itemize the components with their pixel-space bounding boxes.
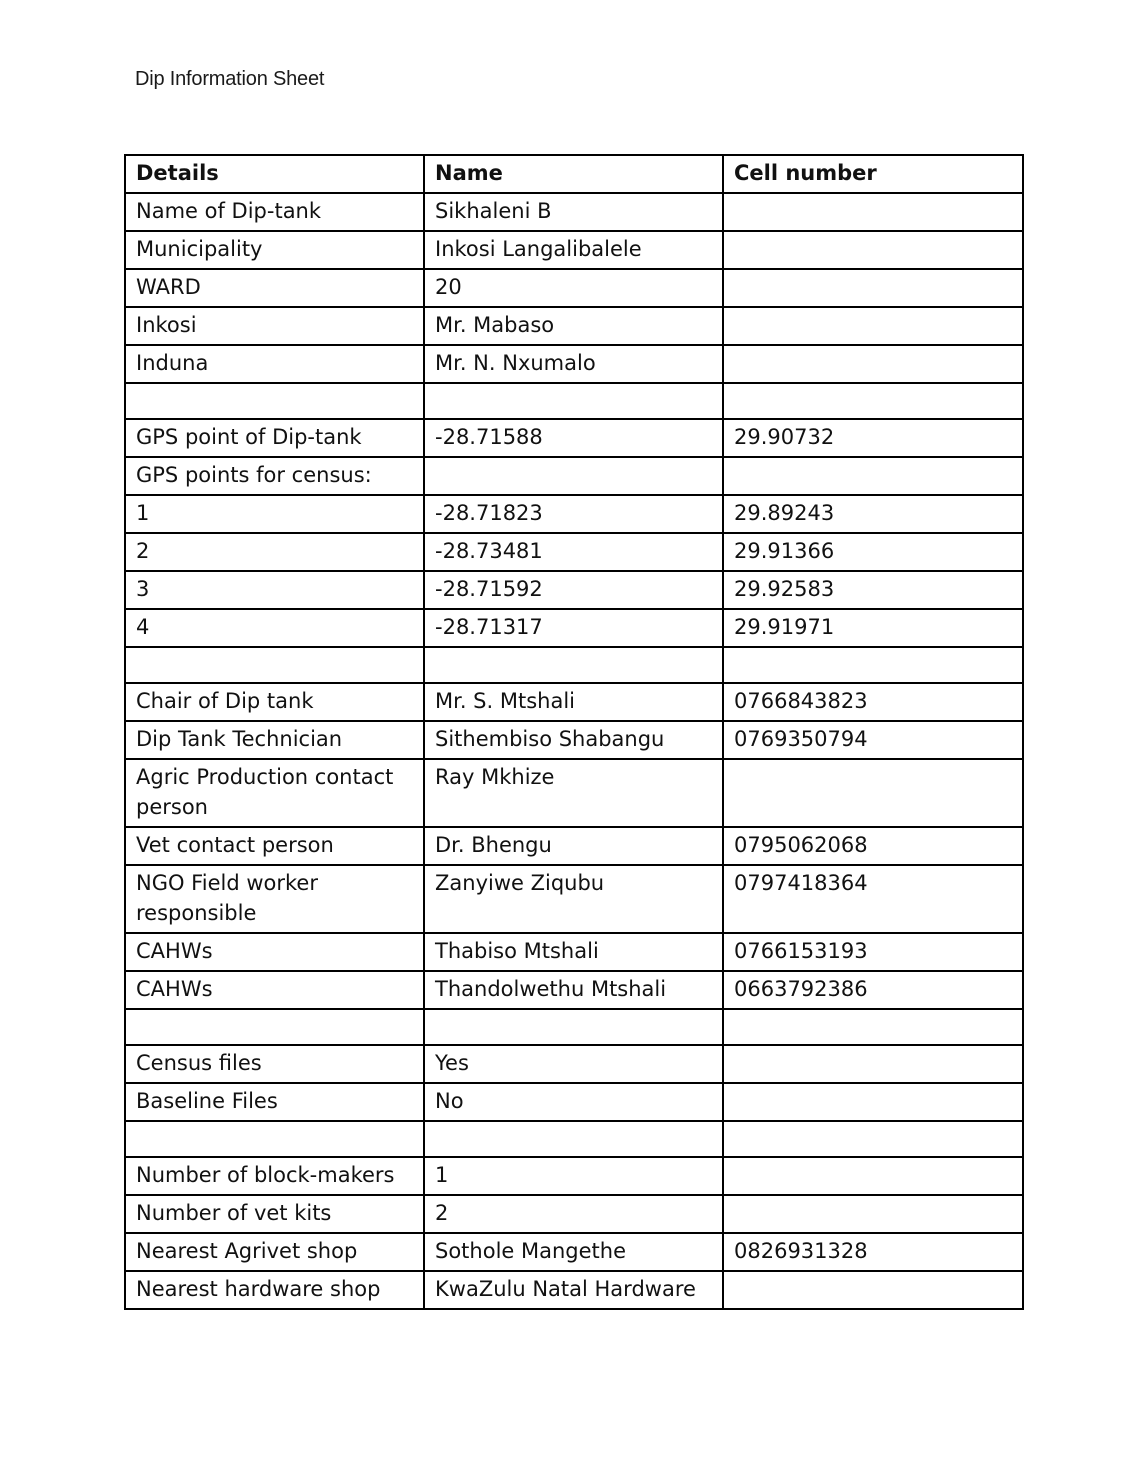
details-cell: 4 <box>125 609 424 647</box>
cell-number-cell <box>723 383 1023 419</box>
details-cell: Nearest hardware shop <box>125 1271 424 1309</box>
details-cell: NGO Field worker responsible <box>125 865 424 933</box>
table-header <box>125 155 1023 193</box>
table-row <box>125 1157 1023 1195</box>
name-cell: -28.71317 <box>424 609 723 647</box>
name-cell <box>424 457 723 495</box>
cell-number-cell <box>723 1271 1023 1309</box>
name-cell: Thandolwethu Mtshali <box>424 971 723 1009</box>
details-cell <box>125 383 424 419</box>
table-row <box>125 419 1023 457</box>
name-cell <box>424 383 723 419</box>
cell-number-cell: 0769350794 <box>723 721 1023 759</box>
table-row <box>125 1195 1023 1233</box>
name-cell: Sithembiso Shabangu <box>424 721 723 759</box>
details-cell: Census files <box>125 1045 424 1083</box>
table-row <box>125 865 1023 933</box>
details-cell <box>125 647 424 683</box>
name-cell: -28.73481 <box>424 533 723 571</box>
empty-spacer-row <box>125 383 1023 419</box>
name-cell: No <box>424 1083 723 1121</box>
details-cell: Municipality <box>125 231 424 269</box>
table-row <box>125 609 1023 647</box>
table-row <box>125 307 1023 345</box>
details-cell <box>125 1121 424 1157</box>
cell-number-cell <box>723 231 1023 269</box>
name-cell: Ray Mkhize <box>424 759 723 827</box>
name-cell <box>424 1009 723 1045</box>
details-cell: Baseline Files <box>125 1083 424 1121</box>
cell-number-cell: 0826931328 <box>723 1233 1023 1271</box>
details-cell: 2 <box>125 533 424 571</box>
table-row <box>125 457 1023 495</box>
name-cell: Zanyiwe Ziqubu <box>424 865 723 933</box>
details-cell: Name of Dip-tank <box>125 193 424 231</box>
cell-number-cell: 0797418364 <box>723 865 1023 933</box>
name-cell: Thabiso Mtshali <box>424 933 723 971</box>
table-row <box>125 571 1023 609</box>
details-cell: WARD <box>125 269 424 307</box>
details-cell: Dip Tank Technician <box>125 721 424 759</box>
name-cell: 20 <box>424 269 723 307</box>
empty-spacer-row <box>125 1009 1023 1045</box>
table-row <box>125 683 1023 721</box>
details-cell: Induna <box>125 345 424 383</box>
name-cell: -28.71588 <box>424 419 723 457</box>
name-cell: Sothole Mangethe <box>424 1233 723 1271</box>
details-cell: Vet contact person <box>125 827 424 865</box>
cell-number-cell <box>723 1195 1023 1233</box>
table-row <box>125 933 1023 971</box>
cell-number-cell <box>723 269 1023 307</box>
table-row <box>125 345 1023 383</box>
cell-number-cell <box>723 345 1023 383</box>
cell-number-cell <box>723 759 1023 827</box>
header-name: Name <box>424 155 723 193</box>
name-cell: Yes <box>424 1045 723 1083</box>
empty-spacer-row <box>125 1121 1023 1157</box>
cell-number-cell: 0663792386 <box>723 971 1023 1009</box>
name-cell: Inkosi Langalibalele <box>424 231 723 269</box>
name-cell: Mr. S. Mtshali <box>424 683 723 721</box>
empty-spacer-row <box>125 647 1023 683</box>
name-cell <box>424 1121 723 1157</box>
cell-number-cell: 29.91366 <box>723 533 1023 571</box>
cell-number-cell: 29.91971 <box>723 609 1023 647</box>
details-cell: Agric Production contact person <box>125 759 424 827</box>
name-cell: Sikhaleni B <box>424 193 723 231</box>
cell-number-cell <box>723 1083 1023 1121</box>
cell-number-cell: 29.89243 <box>723 495 1023 533</box>
header-cell-number: Cell number <box>723 155 1023 193</box>
cell-number-cell <box>723 1121 1023 1157</box>
details-cell <box>125 1009 424 1045</box>
cell-number-cell: 0795062068 <box>723 827 1023 865</box>
table-row <box>125 721 1023 759</box>
name-cell: Mr. N. Nxumalo <box>424 345 723 383</box>
details-cell: 1 <box>125 495 424 533</box>
cell-number-cell <box>723 1045 1023 1083</box>
table-row <box>125 971 1023 1009</box>
table-row <box>125 193 1023 231</box>
name-cell: Mr. Mabaso <box>424 307 723 345</box>
table-row <box>125 231 1023 269</box>
table-row <box>125 1045 1023 1083</box>
details-cell: GPS point of Dip-tank <box>125 419 424 457</box>
name-cell: -28.71592 <box>424 571 723 609</box>
name-cell: -28.71823 <box>424 495 723 533</box>
header-row <box>125 155 1023 193</box>
header-details: Details <box>125 155 424 193</box>
name-cell: 2 <box>424 1195 723 1233</box>
cell-number-cell <box>723 307 1023 345</box>
table-body <box>125 193 1023 1309</box>
table-row <box>125 759 1023 827</box>
details-cell: CAHWs <box>125 933 424 971</box>
dip-information-table <box>124 154 1024 1310</box>
cell-number-cell <box>723 647 1023 683</box>
details-cell: Number of block-makers <box>125 1157 424 1195</box>
table-row <box>125 269 1023 307</box>
details-cell: CAHWs <box>125 971 424 1009</box>
name-cell: Dr. Bhengu <box>424 827 723 865</box>
name-cell <box>424 647 723 683</box>
cell-number-cell <box>723 1009 1023 1045</box>
details-cell: GPS points for census: <box>125 457 424 495</box>
cell-number-cell: 29.90732 <box>723 419 1023 457</box>
cell-number-cell <box>723 457 1023 495</box>
cell-number-cell: 0766153193 <box>723 933 1023 971</box>
details-cell: 3 <box>125 571 424 609</box>
table-row <box>125 495 1023 533</box>
table-row <box>125 1271 1023 1309</box>
document-title: Dip Information Sheet <box>135 68 325 90</box>
cell-number-cell <box>723 193 1023 231</box>
details-cell: Number of vet kits <box>125 1195 424 1233</box>
table-row <box>125 533 1023 571</box>
cell-number-cell <box>723 1157 1023 1195</box>
table-row <box>125 1233 1023 1271</box>
name-cell: 1 <box>424 1157 723 1195</box>
details-cell: Inkosi <box>125 307 424 345</box>
table-row <box>125 1083 1023 1121</box>
table-row <box>125 827 1023 865</box>
details-cell: Chair of Dip tank <box>125 683 424 721</box>
details-cell: Nearest Agrivet shop <box>125 1233 424 1271</box>
cell-number-cell: 0766843823 <box>723 683 1023 721</box>
cell-number-cell: 29.92583 <box>723 571 1023 609</box>
name-cell: KwaZulu Natal Hardware <box>424 1271 723 1309</box>
